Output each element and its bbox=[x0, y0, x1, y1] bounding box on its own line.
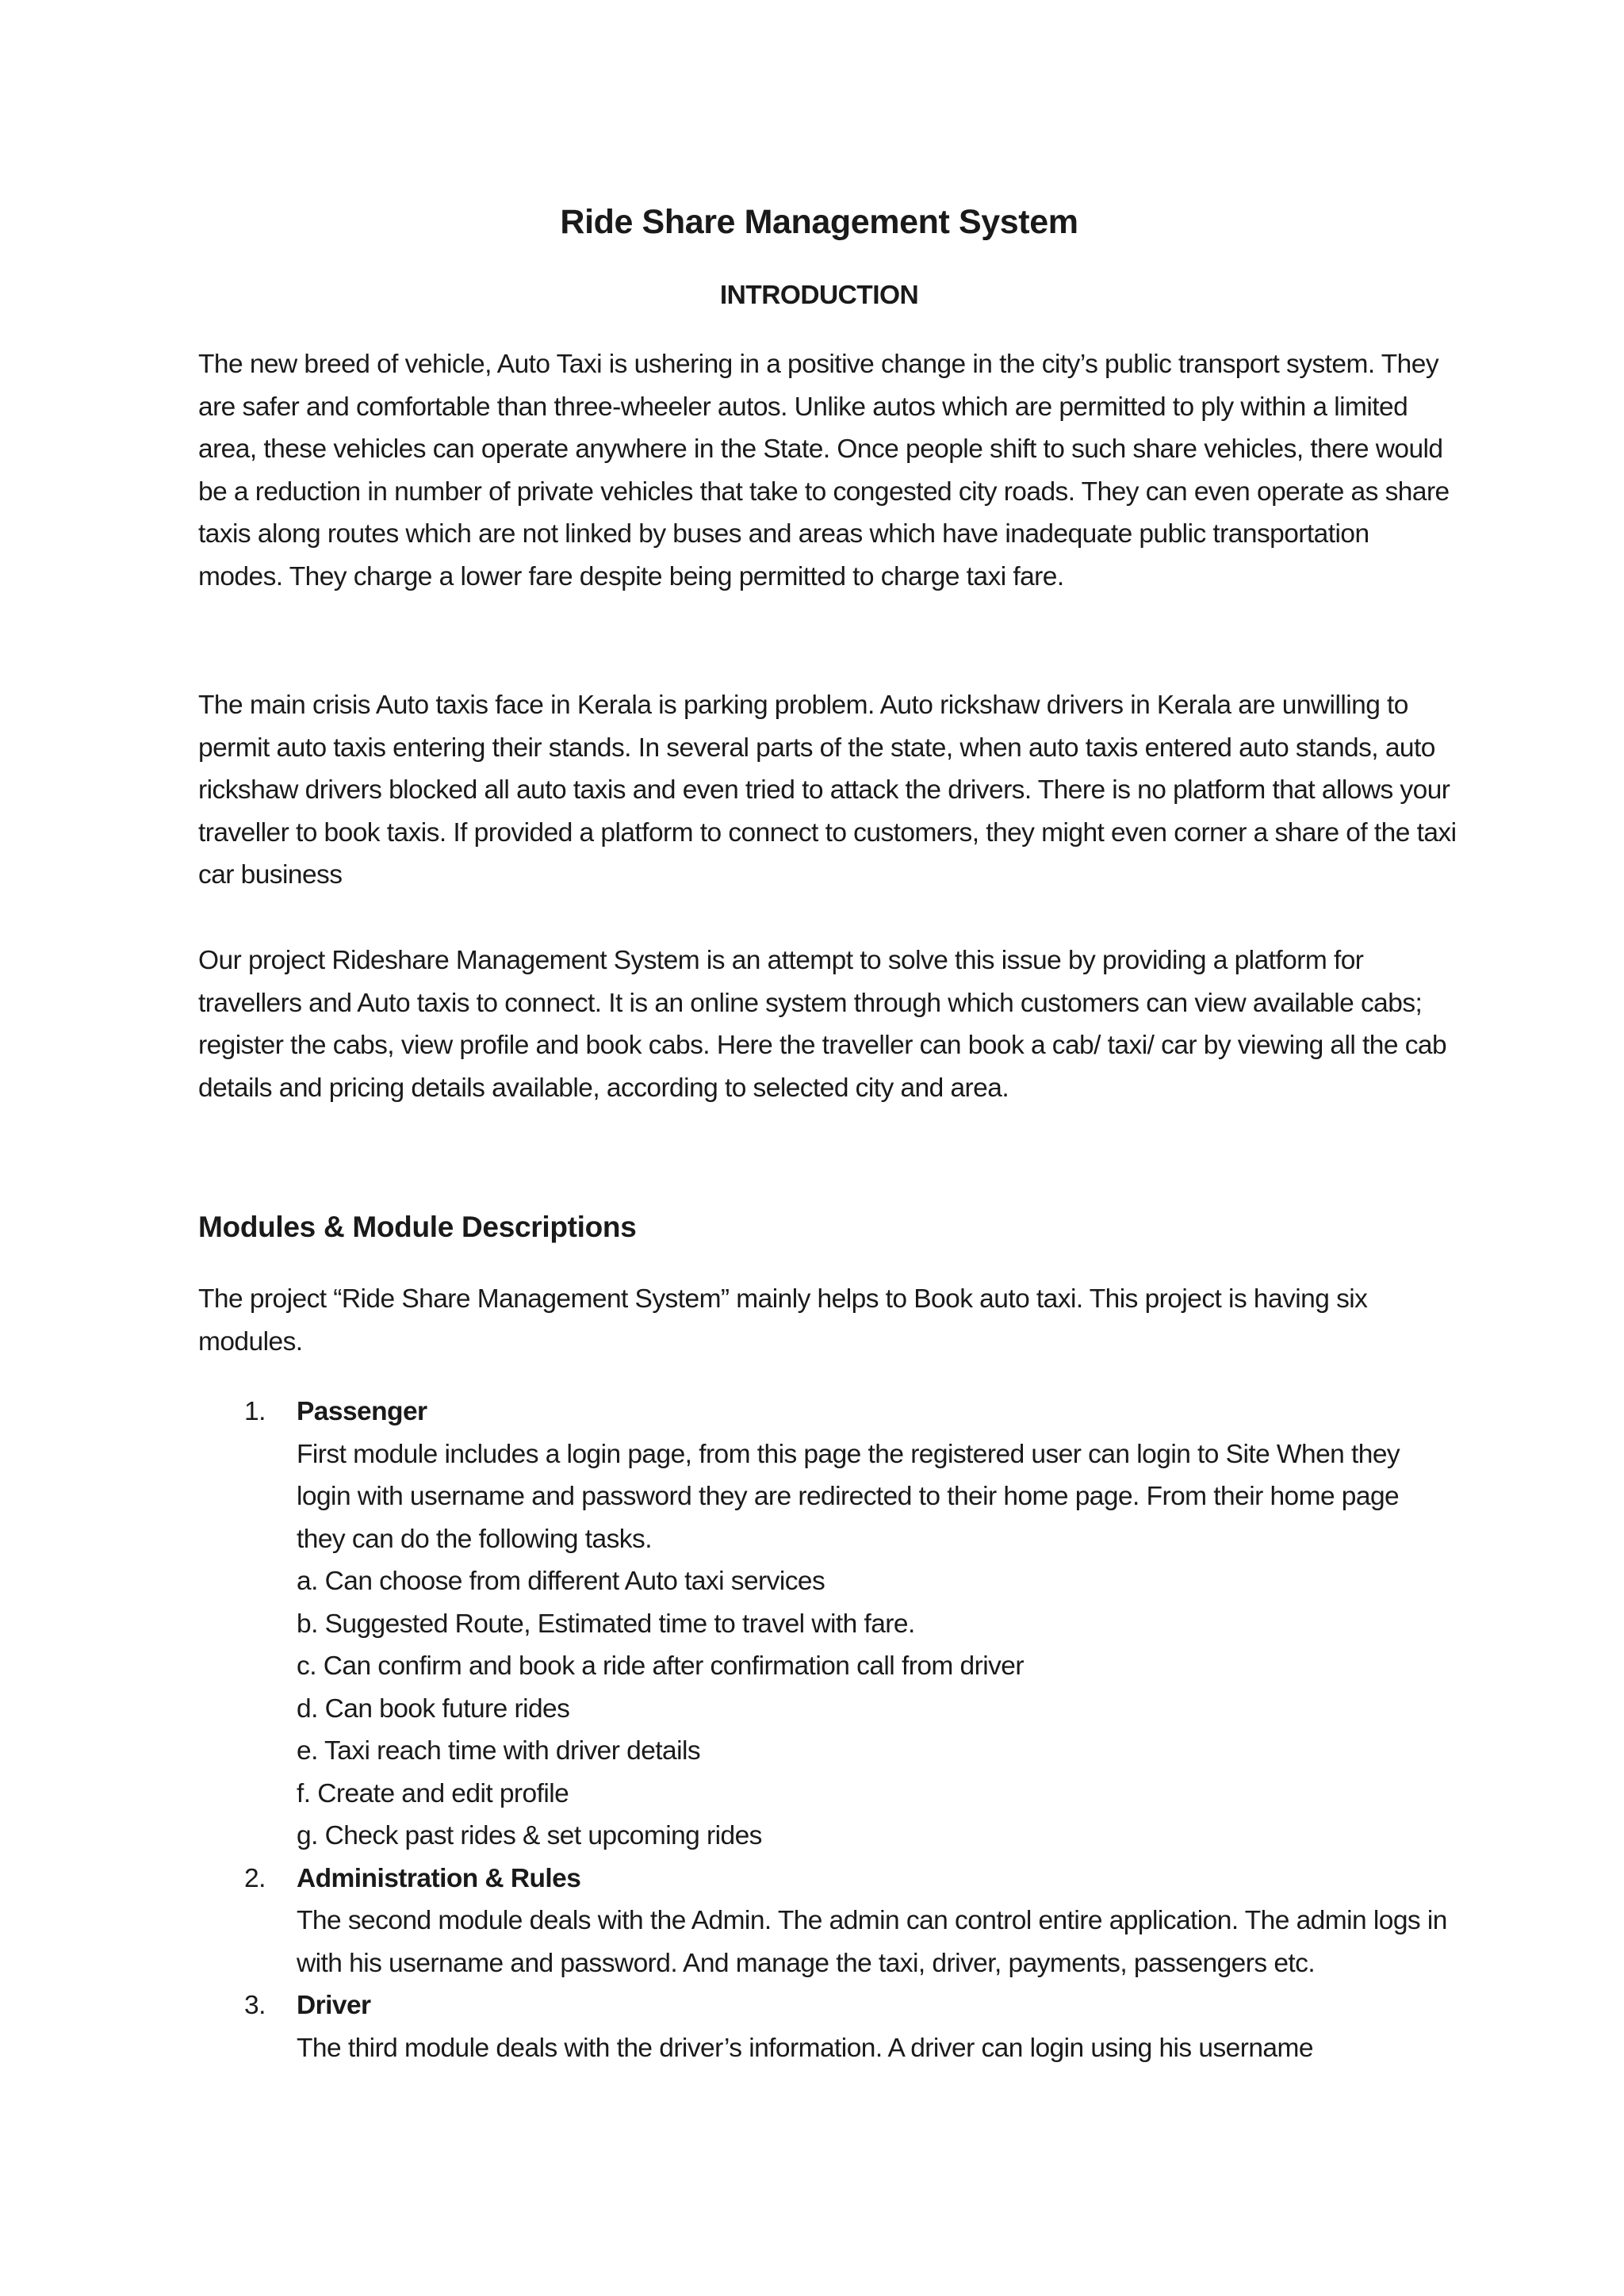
task-item: g. Check past rides & set upcoming rides bbox=[297, 1821, 762, 1850]
module-name: Administration & Rules bbox=[297, 1863, 581, 1893]
task-item: a. Can choose from different Auto taxi services bbox=[297, 1567, 825, 1596]
module-number: 2. bbox=[244, 1863, 266, 1893]
module-number: 3. bbox=[244, 1991, 266, 2020]
task-item: f. Create and edit profile bbox=[297, 1778, 569, 1808]
module-passenger bbox=[198, 1391, 1451, 1858]
introduction-heading: INTRODUCTION bbox=[719, 281, 919, 310]
modules-intro-paragraph: The project “Ride Share Management System” mainly helps to Book auto taxi. This project is having six modules. bbox=[198, 1284, 1368, 1357]
module-description: The third module deals with the driver’s information. A driver can login using his username bbox=[297, 2033, 1313, 2063]
module-name: Passenger bbox=[297, 1397, 427, 1426]
passenger-task-list bbox=[297, 1560, 1451, 1858]
task-item: c. Can confirm and book a ride after confirmation call from driver bbox=[297, 1651, 1024, 1681]
intro-paragraph: The main crisis Auto taxis face in Kerala is parking problem. Auto rickshaw drivers in Kerala are unwilling to permit auto taxis entering their stands. In several parts of the state, when auto taxis entered auto stands, auto rickshaw drivers blocked all auto taxis and even tried to attack the drivers. There is no platform that allows your traveller to book taxis. If provided a platform to connect to customers, they might even corner a share of the taxi car business bbox=[198, 691, 1457, 890]
module-driver bbox=[198, 1984, 1451, 2069]
task-item: e. Taxi reach time with driver details bbox=[297, 1736, 701, 1766]
task-item: b. Suggested Route, Estimated time to travel with fare. bbox=[297, 1609, 915, 1639]
document-title: Ride Share Management System bbox=[560, 203, 1078, 241]
modules-list bbox=[198, 1391, 1451, 2069]
module-description: The second module deals with the Admin. The admin can control entire application. The admin logs in with his username and password. And manage the taxi, driver, payments, passengers etc. bbox=[297, 1906, 1447, 1978]
task-item: d. Can book future rides bbox=[297, 1693, 570, 1724]
module-name: Driver bbox=[297, 1991, 371, 2020]
module-description: First module includes a login page, from this page the registered user can login to Site When they login with username and password they are redirected to their home page. From their home page they can do the following tasks. bbox=[297, 1439, 1400, 1554]
modules-heading: Modules & Module Descriptions bbox=[198, 1211, 637, 1243]
intro-paragraph: Our project Rideshare Management System is an attempt to solve this issue by providing a platform for travellers and Auto taxis to connect. It is an online system through which customers can view available cabs; register the cabs, view profile and book cabs. Here the traveller can book a cab/ taxi/ car by viewing all the cab details and pricing details available, according to selected city and area. bbox=[198, 946, 1447, 1103]
intro-paragraph: The new breed of vehicle, Auto Taxi is ushering in a positive change in the city’s public transport system. They are safer and comfortable than three-wheeler autos. Unlike autos which are permitted to ply within a limited area, these vehicles can operate anywhere in the State. Once people shift to such share vehicles, there would be a reduction in number of private vehicles that take to congested city roads. They can even operate as share taxis along routes which are not linked by buses and areas which have inadequate public transportation modes. They charge a lower fare despite being permitted to charge taxi fare. bbox=[198, 350, 1450, 591]
module-administration bbox=[198, 1858, 1451, 1985]
module-number: 1. bbox=[244, 1397, 266, 1426]
